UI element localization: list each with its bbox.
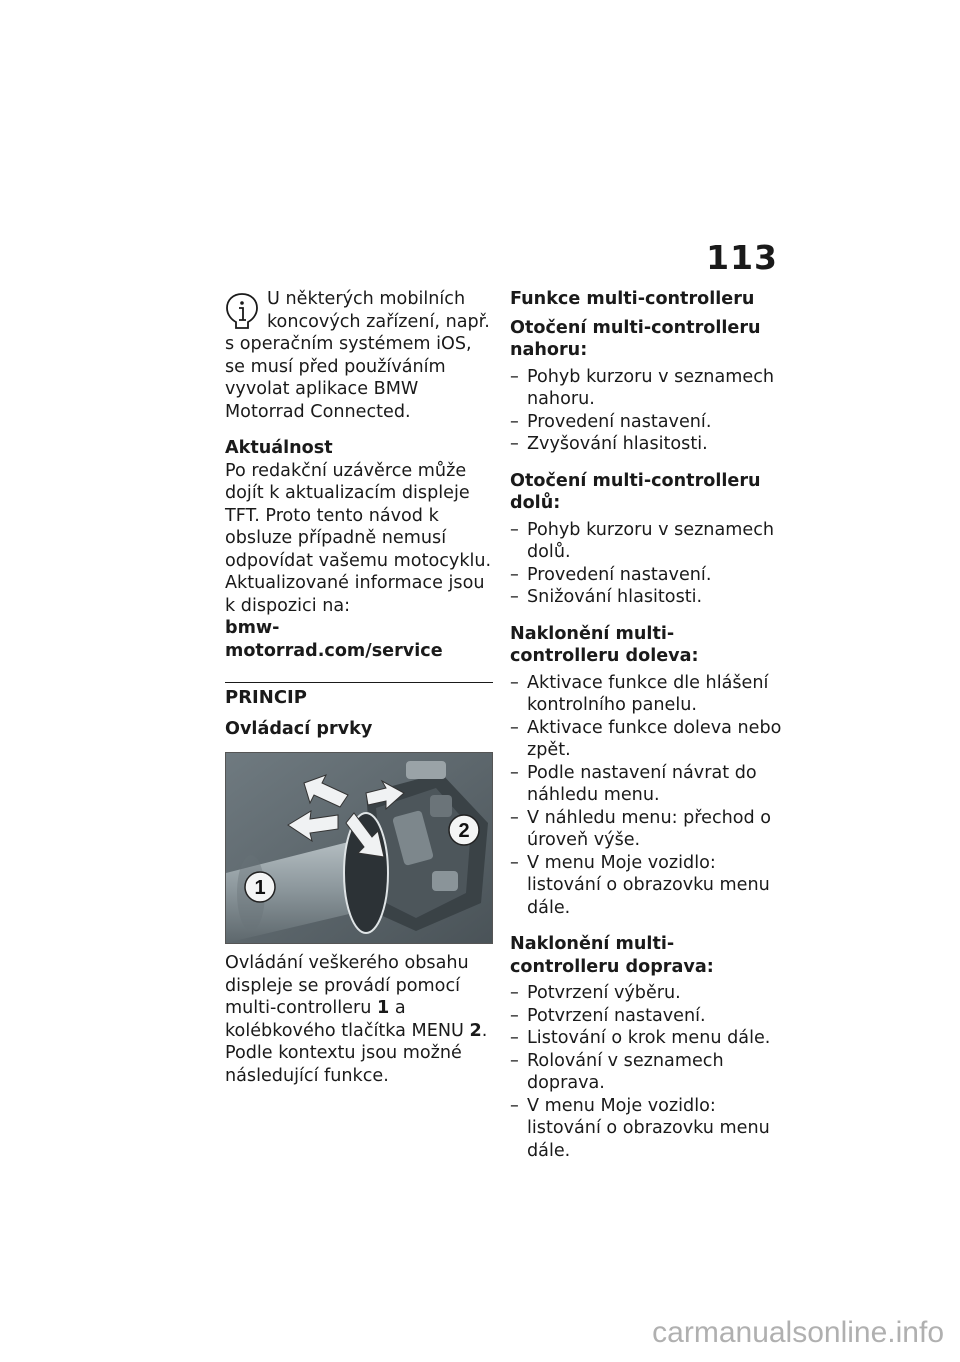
list-item (510, 433, 782, 456)
dash: – (510, 434, 519, 454)
list-item-text: V menu Moje vozidlo: listování o obrazovku menu dále. (527, 1095, 770, 1161)
list-item-text: Aktivace funkce doleva nebo zpět. (527, 717, 782, 760)
info-icon (225, 292, 259, 330)
section-heading-left: Naklonění multi-controlleru doleva: (510, 623, 699, 666)
info-text-first: U některých mobilních koncových zařízení, např. (267, 289, 490, 332)
watermark: carmanualsonline.info (652, 1316, 944, 1349)
caption-part-1: Ovládání veškerého obsahu displeje se provádí pomocí multi-controlleru (225, 953, 469, 1018)
list-down (510, 519, 782, 609)
sub-title-ovladaci-prvky: Ovládací prvky (225, 718, 373, 739)
dash: – (510, 717, 519, 738)
list-item (510, 519, 782, 564)
list-item (510, 807, 782, 852)
list-item (510, 564, 782, 587)
dash: – (510, 1028, 519, 1048)
dash: – (510, 564, 519, 585)
aktualnost-text: Po redakční uzávěrce může dojít k aktualizacím displeje TFT. Proto tento návod k obsluze případně nemusí odpovídat vašemu motocyklu. Aktualizované informace jsou k dispozici na: (225, 460, 492, 616)
dash: – (510, 1095, 519, 1116)
list-item-text: V menu Moje vozidlo: listování o obrazovku menu dále. (527, 852, 770, 918)
list-left (510, 672, 782, 920)
dash: – (510, 983, 519, 1003)
list-item-text: Provedení nastavení. (527, 411, 712, 432)
right-column (510, 288, 782, 1162)
list-item-text: Potvrzení výběru. (527, 983, 681, 1003)
list-item (510, 982, 782, 1005)
list-item (510, 852, 782, 920)
list-right (510, 982, 782, 1162)
list-item (510, 1095, 782, 1163)
section-title-princip: PRINCIP (225, 682, 493, 710)
list-item (510, 1005, 782, 1028)
section-heading-down: Otočení multi-controlleru dolů: (510, 470, 761, 513)
dash: – (510, 519, 519, 540)
page-number: 113 (706, 238, 778, 277)
figure-label-1: 1 (254, 877, 266, 899)
dash: – (510, 852, 519, 873)
list-item-text: Snižování hlasitosti. (527, 587, 703, 607)
dash: – (510, 366, 519, 387)
list-item-text: Potvrzení nastavení. (527, 1005, 706, 1026)
caption-part-2: a kolébkového tlačítka MENU (225, 998, 470, 1041)
list-item-text: Provedení nastavení. (527, 564, 712, 585)
dash: – (510, 672, 519, 693)
list-item-text: Pohyb kurzoru v seznamech nahoru. (527, 366, 775, 409)
list-item (510, 717, 782, 762)
aktualnost-block (225, 437, 493, 662)
functions-title: Funkce multi-controlleru (510, 289, 755, 309)
handlebar-controls-figure (225, 752, 493, 944)
service-link[interactable]: bmw-motorrad.com/service (225, 618, 443, 661)
list-item (510, 411, 782, 434)
list-up (510, 366, 782, 456)
dash: – (510, 1050, 519, 1071)
dash: – (510, 807, 519, 828)
list-item-text: Aktivace funkce dle hlášení kontrolního panelu. (527, 672, 769, 715)
aktualnost-title: Aktuálnost (225, 438, 333, 458)
figure-caption (225, 952, 493, 1042)
caption-part-3: . (481, 1020, 488, 1041)
section-heading-right: Naklonění multi-controlleru doprava: (510, 934, 714, 977)
dash: – (510, 1005, 519, 1026)
list-item (510, 586, 782, 609)
left-column (225, 288, 493, 1087)
section-heading-up: Otočení multi-controlleru nahoru: (510, 317, 761, 360)
figure-caption-2: Podle kontextu jsou možné následující funkce. (225, 1043, 462, 1086)
info-note (225, 288, 493, 333)
list-item-text: V náhledu menu: přechod o úroveň výše. (527, 807, 772, 850)
dash: – (510, 762, 519, 783)
list-item-text: Zvyšování hlasitosti. (527, 434, 708, 454)
list-item (510, 366, 782, 411)
dash: – (510, 411, 519, 432)
list-item (510, 1050, 782, 1095)
list-item-text: Podle nastavení návrat do náhledu menu. (527, 762, 757, 805)
info-text-rest: s operačním systémem iOS, se musí před používáním vyvolat aplikace BMW Motorrad Connected. (225, 334, 472, 422)
list-item (510, 762, 782, 807)
list-item-text: Pohyb kurzoru v seznamech dolů. (527, 519, 775, 562)
list-item-text: Listování o krok menu dále. (527, 1028, 771, 1048)
figure-label-2: 2 (458, 820, 470, 842)
list-item-text: Rolování v seznamech doprava. (527, 1050, 724, 1093)
list-item (510, 1027, 782, 1050)
caption-ref-2: 2 (469, 1020, 482, 1041)
list-item (510, 672, 782, 717)
caption-ref-1: 1 (377, 998, 390, 1018)
dash: – (510, 587, 519, 607)
